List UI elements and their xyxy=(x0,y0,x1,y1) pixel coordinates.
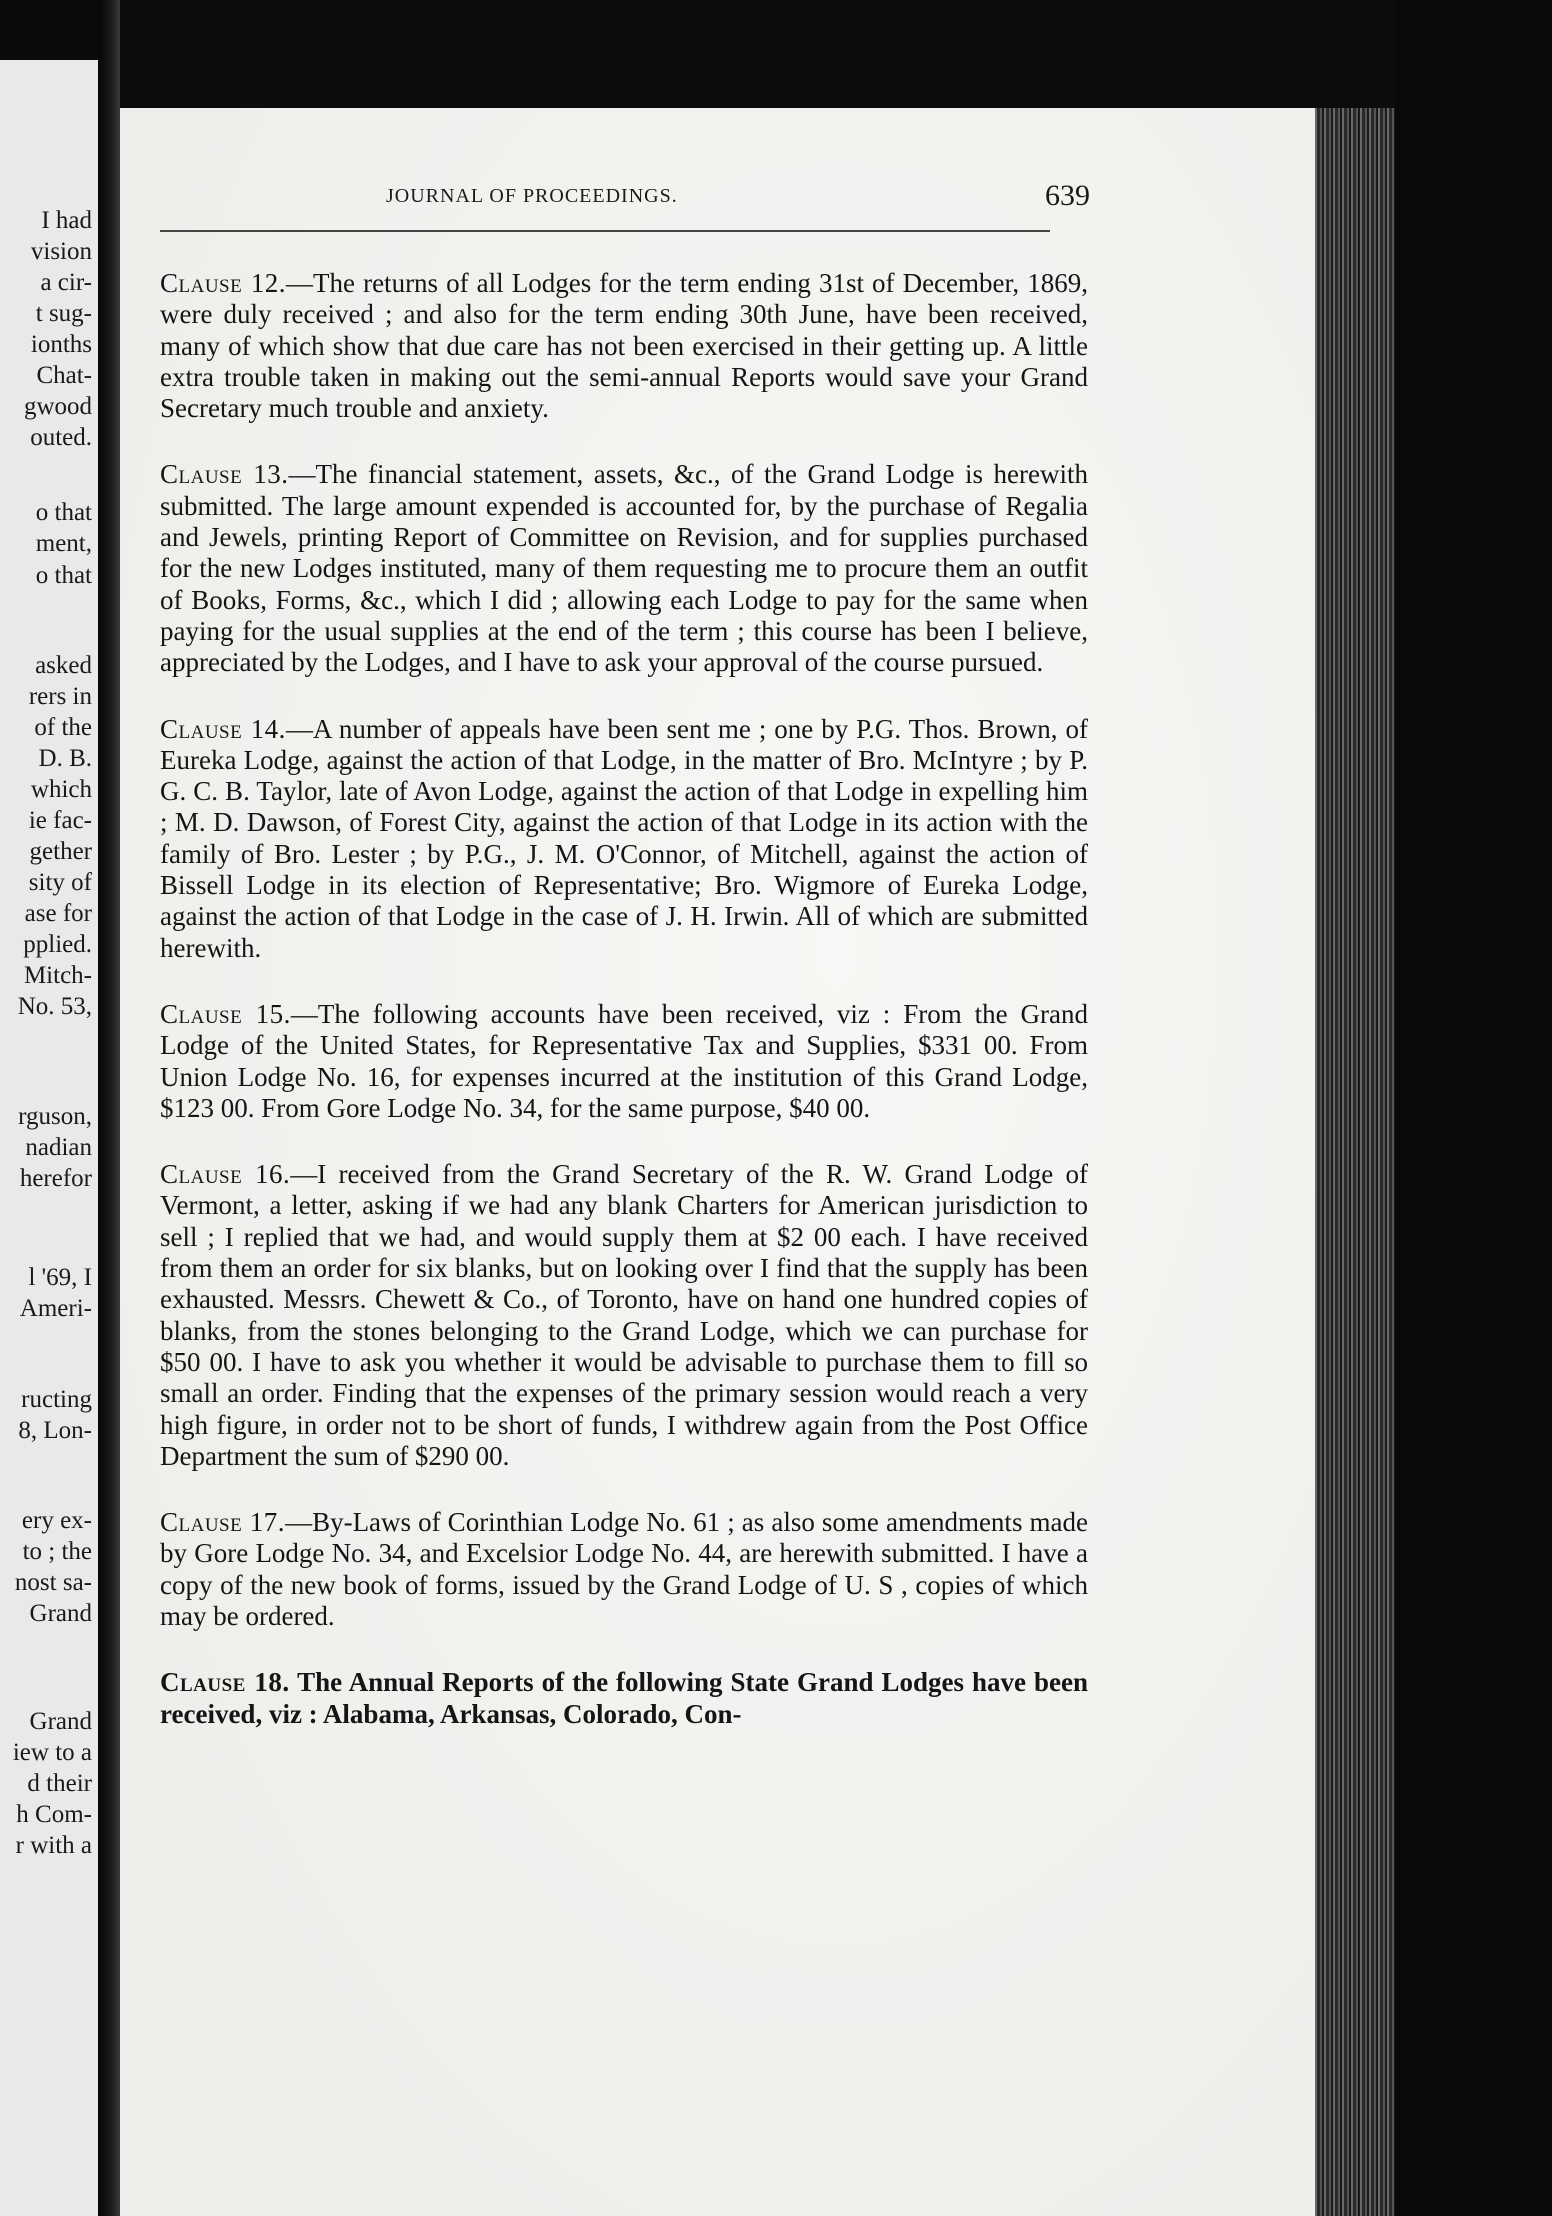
facing-page-text: Ameri- xyxy=(19,1295,92,1322)
facing-page-text: I had xyxy=(41,207,92,234)
clause-label: Clause 13. xyxy=(160,459,289,490)
clause-label: Clause 15. xyxy=(160,998,291,1029)
facing-page-text: r with a xyxy=(15,1832,92,1859)
clause-label: Clause 14. xyxy=(160,713,286,744)
clause-18 xyxy=(160,1667,1088,1730)
clause-text: —The returns of all Lodges for the term ending 31st of December, 1869, were duly received ; and also for the term ending 30th June, have been received, many of which show that due care has not been exercised in their getting up. A little extra trouble taken in making out the semi-annual Reports would save your Grand Secretary much trouble and anxiety. xyxy=(160,268,1088,424)
facing-page-text: No. 53, xyxy=(17,993,92,1020)
facing-page-text: sity of xyxy=(28,869,92,896)
facing-page-text: rers in xyxy=(28,683,92,710)
clause-16 xyxy=(160,1159,1088,1472)
facing-page-text: Grand xyxy=(29,1708,92,1735)
clause-17 xyxy=(160,1507,1088,1632)
facing-page-fragment xyxy=(0,60,98,2216)
facing-page-text: herefor xyxy=(19,1165,92,1192)
clause-label: Clause 18. xyxy=(160,1667,290,1698)
facing-page-text: ionths xyxy=(30,331,92,358)
facing-page-text: t sug- xyxy=(35,300,92,327)
book-gutter xyxy=(98,0,120,2216)
clause-15 xyxy=(160,999,1088,1124)
clause-text: —The financial statement, assets, &c., of the Grand Lodge is herewith submitted. The large amount expended is accounted for, by the purchase of Regalia and Jewels, printing Report of Committee on Revision, and for supplies purchased for the new Lodges instituted, many of them requesting me to procure them an outfit of Books, Forms, &c., which I did ; allowing each Lodge to pay for the same when paying for the usual supplies at the end of the term ; this course has been I believe, appreciated by the Lodges, and I have to ask your approval of the course pursued. xyxy=(160,459,1089,678)
facing-page-text: ery ex- xyxy=(21,1507,92,1534)
facing-page-text: which xyxy=(30,776,92,803)
facing-page-text: D. B. xyxy=(38,745,92,772)
facing-page-text: nadian xyxy=(25,1134,92,1161)
facing-page-text: vision xyxy=(30,238,92,265)
page-body xyxy=(160,268,1088,1730)
facing-page-text: h Com- xyxy=(16,1801,92,1828)
running-title: JOURNAL OF PROCEEDINGS. xyxy=(386,185,678,207)
clause-text: —By-Laws of Corinthian Lodge No. 61 ; as also some amendments made by Gore Lodge No. 34, and Excelsior Lodge No. 44, are herewith submitted. I have a copy of the new book of forms, issued by the Grand Lodge of U. S , copies of which may be ordered. xyxy=(160,1507,1088,1631)
header-rule xyxy=(160,230,1050,232)
scan-right-border xyxy=(1395,0,1552,2216)
facing-page-text: o that xyxy=(35,562,92,589)
clause-13 xyxy=(160,459,1088,678)
page-stack-edge xyxy=(1315,108,1395,2216)
clause-text: —The following accounts have been received, viz : From the Grand Lodge of the United States, for Representative Tax and Supplies, $331 00. From Union Lodge No. 16, for expenses incurred at the institution of this Grand Lodge, $123 00. From Gore Lodge No. 34, for the same purpose, $40 00. xyxy=(160,998,1088,1123)
facing-page-text: ase for xyxy=(24,900,92,927)
clause-label: Clause 12. xyxy=(160,268,287,298)
facing-page-text: outed. xyxy=(30,424,92,451)
clause-text: The Annual Reports of the following State Grand Lodges have been received, viz : Alabama, Arkansas, Colorado, Con- xyxy=(160,1667,1088,1729)
clause-14 xyxy=(160,714,1088,964)
facing-page-text: iew to a xyxy=(12,1739,92,1766)
facing-page-text: Chat- xyxy=(36,362,92,389)
facing-page-text: 8, Lon- xyxy=(18,1417,92,1444)
facing-page-text: gwood xyxy=(23,393,92,420)
facing-page-text: gether xyxy=(29,838,92,865)
clause-label: Clause 17. xyxy=(160,1507,286,1538)
facing-page-text: o that xyxy=(35,499,92,526)
clause-text: —A number of appeals have been sent me ; one by P.G. Thos. Brown, of Eureka Lodge, against the action of that Lodge, in the matter of Bro. McIntyre ; by P. G. C. B. Taylor, late of Avon Lodge, against the action of that Lodge in expelling him ; M. D. Dawson, of Forest City, against the action of that Lodge in its action with the family of Bro. Lester ; by P.G., J. M. O'Connor, of Mitchell, against the action of Bissell Lodge in its election of Representative; Bro. Wigmore of Eureka Lodge, against the action of that Lodge in the case of J. H. Irwin. All of which are submitted herewith. xyxy=(160,713,1088,963)
facing-page-text: Grand xyxy=(29,1600,92,1627)
clause-label: Clause 16. xyxy=(160,1159,291,1190)
facing-page-text: d their xyxy=(27,1770,92,1797)
facing-page-text: rguson, xyxy=(18,1103,92,1130)
facing-page-text: Mitch- xyxy=(23,962,92,989)
page-number: 639 xyxy=(1045,179,1090,212)
page-header xyxy=(200,179,1090,225)
facing-page-text: nost sa- xyxy=(14,1569,92,1596)
clause-12 xyxy=(160,268,1088,424)
facing-page-text: a cir- xyxy=(40,269,92,296)
clause-text: —I received from the Grand Secretary of the R. W. Grand Lodge of Vermont, a letter, asking if we had any blank Charters for American jurisdiction to sell ; I replied that we had, and would supply them at $2 00 each. I have received from them an order for six blanks, but on looking over I find that the supply has been exhausted. Messrs. Chewett & Co., of Toronto, have on hand one hundred copies of blanks, from the stones belonging to the Grand Lodge, which we can purchase for $50 00. I have to ask you whether it would be advisable to purchase them to fill so small an order. Finding that the expenses of the primary session would reach a very high figure, in order not to be short of funds, I withdrew again from the Post Office Department the sum of $290 00. xyxy=(160,1159,1088,1471)
facing-page-text: asked xyxy=(35,652,92,679)
facing-page-text: ructing xyxy=(21,1386,92,1413)
facing-page-text: of the xyxy=(34,714,92,741)
facing-page-text: l '69, I xyxy=(28,1264,92,1291)
facing-page-text: ment, xyxy=(35,530,92,557)
facing-page-text: ie fac- xyxy=(28,807,92,834)
facing-page-text: to ; the xyxy=(22,1538,92,1565)
scan-top-border xyxy=(120,0,1395,108)
facing-page-text: pplied. xyxy=(23,931,92,958)
